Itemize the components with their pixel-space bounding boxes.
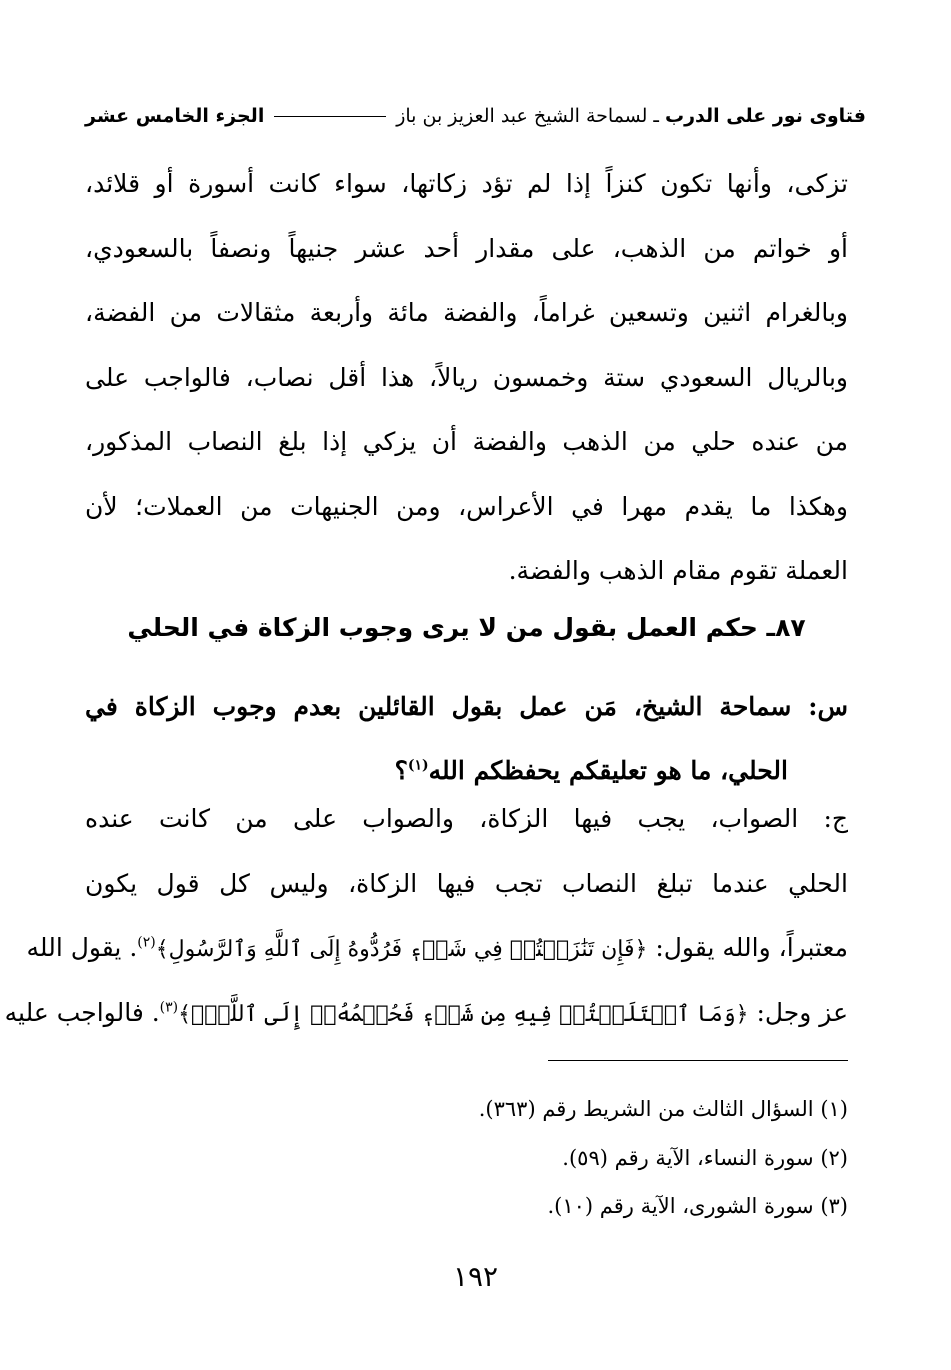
header-book-title: فتاوى نور على الدرب <box>665 105 866 127</box>
footnote-ref-2[interactable]: (٢) <box>137 934 156 951</box>
answer-text: عز وجل: <box>748 997 848 1027</box>
footnote-ref-3[interactable]: (٣) <box>159 999 179 1016</box>
footnote-3: (٣) سورة الشورى، الآية رقم (١٠). <box>547 1194 848 1218</box>
footnote-divider <box>548 1060 848 1061</box>
text-line: من عنده حلي من الذهب والفضة أن يزكي إذا بلغ النصاب المذكور، <box>85 427 848 456</box>
answer-line <box>26 916 848 981</box>
text-line: وبالريال السعودي ستة وخمسون ريالاً، هذا أقل نصاب، فالواجب على <box>85 362 848 392</box>
header-volume: الجزء الخامس عشر <box>85 105 265 127</box>
question-text: الحلي، ما هو تعليقكم يحفظكم الله <box>428 756 788 785</box>
footnote-1: (١) السؤال الثالث من الشريط رقم (٣٦٣). <box>478 1097 848 1121</box>
text-line: وهكذا ما يقدم مهرا في الأعراس، ومن الجنيهات من العملات؛ لأن <box>85 491 848 521</box>
running-header <box>85 100 866 132</box>
answer-text: معتبراً، والله يقول: <box>647 933 848 962</box>
answer-line <box>4 981 848 1046</box>
footnote-ref-1[interactable]: (١) <box>407 757 429 774</box>
footnote-2: (٢) سورة النساء، الآية رقم (٥٩). <box>562 1145 848 1170</box>
section-title: ٨٧ـ حكم العمل بقول من لا يرى وجوب الزكاة في الحلي <box>127 613 806 642</box>
answer-text: . يقول الله <box>26 933 138 962</box>
paragraph-continued <box>85 152 848 604</box>
header-separator: ـ <box>653 105 659 127</box>
quran-verse-1: ﴿فَإِن تَنَٰزَعۡتُمۡ فِي شَيۡءٖ فَرُدُّوهُ إِلَى ٱللَّهِ وَٱلرَّسُولِ﴾ <box>155 937 648 962</box>
text-line: تزكى، وأنها تكون كنزاً إذا لم تؤد زكاتها، سواء كانت أسورة أو قلائد، <box>85 169 848 198</box>
answer-block <box>4 787 848 1045</box>
question-mark: ؟ <box>394 756 408 785</box>
text-line: العملة تقوم مقام الذهب والفضة. <box>508 556 848 585</box>
header-author: لسماحة الشيخ عبد العزيز بن باز <box>396 105 648 127</box>
header-rule <box>274 116 386 117</box>
text-line: وبالغرام اثنين وتسعين غراماً، والفضة مائة وأربعة مثقالات من الفضة، <box>85 298 848 327</box>
answer-line: الحلي عندما تبلغ النصاب تجب فيها الزكاة، وليس كل قول يكون <box>85 868 848 898</box>
page-number: ١٩٢ <box>452 1260 499 1293</box>
question-line: س: سماحة الشيخ، مَن عمل بقول القائلين بعدم وجوب الزكاة في <box>85 692 848 721</box>
answer-line: ج: الصواب، يجب فيها الزكاة، والصواب على من كانت عنده <box>85 804 848 833</box>
quran-verse-2: ﴿وَمَا ٱخۡتَلَفۡتُمۡ فِيهِ مِن شَيۡءٖ فَحُكۡمُهُۥٓ إِلَى ٱللَّهِۚ﴾ <box>178 1001 749 1027</box>
footnotes <box>85 1085 848 1231</box>
answer-text: . فالواجب عليه <box>4 997 160 1027</box>
question-block <box>85 675 848 803</box>
text-line: أو خواتم من الذهب، على مقدار أحد عشر جنيهاً ونصفاً بالسعودي، <box>85 233 848 263</box>
